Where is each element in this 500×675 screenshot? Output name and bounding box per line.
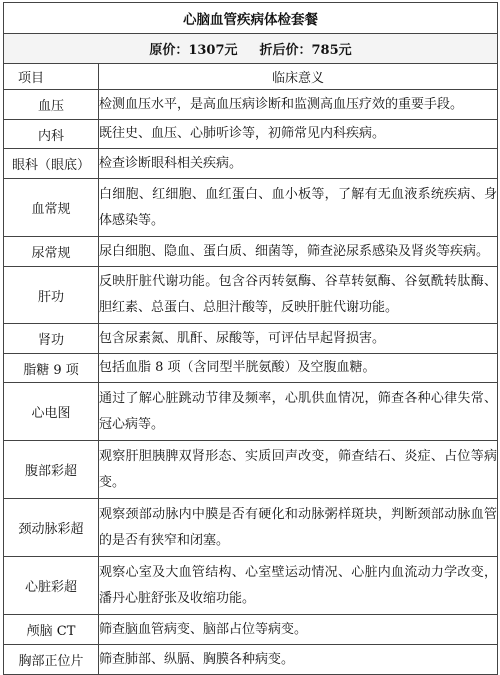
row-item: 血压 <box>4 90 99 120</box>
price-line <box>4 34 498 64</box>
row-item: 尿常规 <box>4 237 99 267</box>
table-row <box>4 90 498 120</box>
table-row <box>4 149 498 179</box>
checkup-package-table <box>3 2 498 675</box>
table-row <box>4 441 498 499</box>
table-header-row <box>4 64 498 90</box>
table-row <box>4 354 498 383</box>
row-meaning: 检查诊断眼科相关疾病。 <box>99 149 498 179</box>
row-meaning: 反映肝脏代谢功能。包含谷丙转氨酶、谷草转氨酶、谷氨酰转肽酶、胆红素、总蛋白、总胆汁酸等，反映肝脏代谢功能。 <box>99 267 498 324</box>
discount-price: 折后价：785元 <box>259 43 352 58</box>
table-row <box>4 383 498 441</box>
row-meaning: 既往史、血压、心肺听诊等，初筛常见内科疾病。 <box>99 120 498 149</box>
row-meaning: 包括血脂 8 项（含同型半胱氨酸）及空腹血糖。 <box>99 354 498 383</box>
row-item: 内科 <box>4 120 99 149</box>
table-row <box>4 615 498 645</box>
row-item: 肾功 <box>4 324 99 354</box>
table-row <box>4 237 498 267</box>
row-item: 肝功 <box>4 267 99 324</box>
row-item: 颅脑 CT <box>4 615 99 645</box>
package-title: 心脑血管疾病体检套餐 <box>4 3 498 34</box>
row-meaning: 筛查肺部、纵膈、胸膜各种病变。 <box>99 645 498 675</box>
original-price: 原价：1307元 <box>149 43 238 58</box>
table-row <box>4 557 498 615</box>
row-meaning: 检测血压水平，是高血压病诊断和监测高血压疗效的重要手段。 <box>99 90 498 120</box>
header-item: 项目 <box>4 64 99 90</box>
row-item: 眼科（眼底） <box>4 149 99 179</box>
row-item: 胸部正位片 <box>4 645 99 675</box>
row-meaning: 尿白细胞、隐血、蛋白质、细菌等，筛查泌尿系感染及肾炎等疾病。 <box>99 237 498 267</box>
row-meaning: 筛查脑血管病变、脑部占位等病变。 <box>99 615 498 645</box>
row-meaning: 观察颈部动脉内中膜是否有硬化和动脉粥样斑块，判断颈部动脉血管的是否有狭窄和闭塞。 <box>99 499 498 557</box>
row-meaning: 观察肝胆胰脾双肾形态、实质回声改变，筛查结石、炎症、占位等病变。 <box>99 441 498 499</box>
header-clinical-meaning: 临床意义 <box>99 64 498 90</box>
table-row <box>4 324 498 354</box>
table-row <box>4 645 498 675</box>
row-item: 颈动脉彩超 <box>4 499 99 557</box>
table-row <box>4 267 498 324</box>
row-meaning: 白细胞、红细胞、血红蛋白、血小板等，了解有无血液系统疾病、身体感染等。 <box>99 179 498 237</box>
row-item: 心脏彩超 <box>4 557 99 615</box>
row-meaning: 包含尿素氮、肌酐、尿酸等，可评估早起肾损害。 <box>99 324 498 354</box>
row-item: 心电图 <box>4 383 99 441</box>
row-item: 脂糖 9 项 <box>4 354 99 383</box>
row-item: 血常规 <box>4 179 99 237</box>
table-row <box>4 120 498 149</box>
row-item: 腹部彩超 <box>4 441 99 499</box>
table-row <box>4 179 498 237</box>
row-meaning: 观察心室及大血管结构、心室壁运动情况、心脏内血流动力学改变，潘丹心脏舒张及收缩功能。 <box>99 557 498 615</box>
table-row <box>4 499 498 557</box>
row-meaning: 通过了解心脏跳动节律及频率，心肌供血情况，筛查各种心律失常、冠心病等。 <box>99 383 498 441</box>
